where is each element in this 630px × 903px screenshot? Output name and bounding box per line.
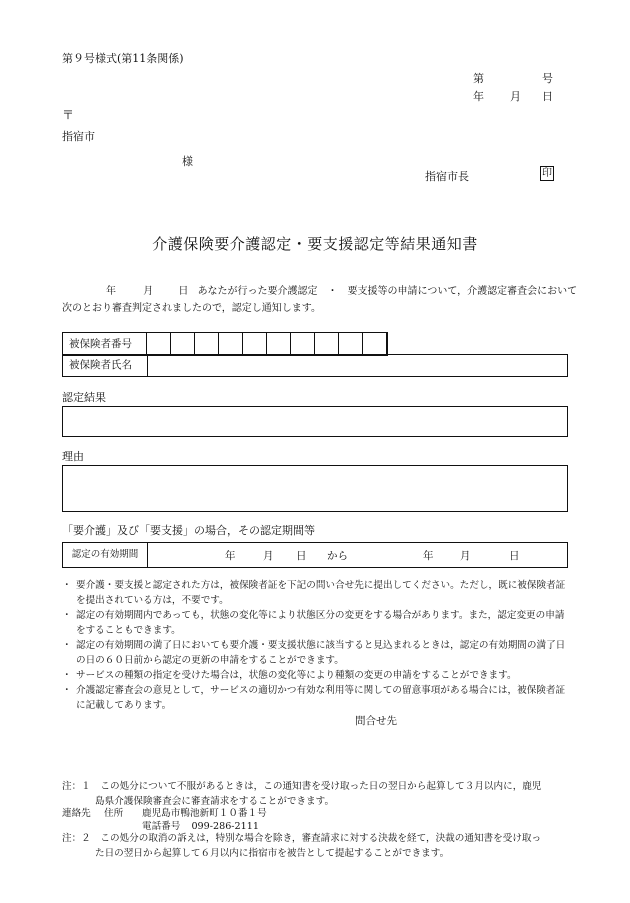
footnote-2-line-2: た日の翌日から起算して６月以内に指宿市を被告として提起することができます。: [95, 848, 450, 859]
insured-number-digit-cell[interactable]: [339, 333, 363, 355]
insured-number-row: [62, 332, 388, 356]
note-item: [62, 608, 572, 638]
issue-date-month: 月: [510, 90, 521, 103]
note-text: 要介護・要支援と認定された方は，被保険者証を下記の問い合せ先に提出してください。ただし，既に被保険者証を提出されている方は，不要です。: [76, 580, 566, 606]
validity-period-row: [62, 542, 568, 568]
insured-number-digit-cell[interactable]: [219, 333, 243, 355]
reason-label: 理由: [62, 450, 84, 463]
insured-name-label: 被保険者氏名: [63, 355, 148, 376]
result-field[interactable]: [62, 406, 568, 437]
issue-date-year: 年: [473, 90, 484, 103]
intro-year: 年: [106, 286, 116, 297]
period-to-month: 月: [460, 550, 471, 562]
bullet: ・: [62, 685, 72, 696]
address-label: 住所: [104, 808, 124, 819]
issue-date-day: 日: [542, 90, 553, 103]
period-from-day: 日: [296, 550, 307, 562]
validity-period-label: 認定の有効期間: [63, 543, 148, 567]
note-text: 認定の有効期間内であっても，状態の変化等により状態区分の変更をする場合があります。また，認定変更の申請をすることもできます。: [76, 610, 565, 636]
period-to-year: 年: [423, 550, 434, 562]
period-from-word: から: [327, 550, 348, 562]
period-to-day: 日: [509, 550, 520, 562]
seal-mark: 印: [542, 168, 552, 179]
footnote-1-line-2: 島県介護保険審査会に審査請求をすることができます。: [95, 796, 335, 807]
insured-number-digit-cell[interactable]: [291, 333, 315, 355]
intro-line-1: [62, 282, 577, 297]
document-title: 介護保険要介護認定・要支援認定等結果通知書: [152, 235, 478, 253]
intro-text: あなたが行った要介護認定 ・ 要支援等の申請について，介護認定審査会において: [197, 286, 578, 297]
document-number-dai: 第: [473, 72, 484, 85]
reason-field[interactable]: [62, 465, 568, 512]
intro-month: 月: [143, 286, 154, 297]
note-item: [62, 578, 572, 608]
recipient-honorific: 様: [182, 155, 193, 168]
note-text: サービスの種類の指定を受けた場合は，状態の変化等により種類の変更の申請をすることができます。: [76, 670, 517, 681]
insured-number-label: 被保険者番号: [63, 333, 147, 355]
phone-label: 電話番号: [142, 821, 181, 832]
contact-label: 連絡先: [62, 808, 91, 819]
postal-mark: 〒: [62, 108, 75, 122]
form-code: 第９号様式(第11条関係): [62, 52, 184, 65]
contact-heading: 問合せ先: [355, 715, 397, 727]
insured-number-digit-cell[interactable]: [171, 333, 195, 355]
bullet: ・: [62, 640, 72, 651]
insured-table: [62, 332, 568, 378]
footnote-1-line-1: 注：１ この処分について不服があるときは，この通知書を受け取った日の翌日から起算して３月以内に，鹿児: [62, 781, 542, 792]
intro-line-2: 次のとおり審査判定されましたので，認定し通知します。: [62, 303, 321, 314]
note-text: 認定の有効期間の満了日においても要介護・要支援状態に該当すると見込まれるときは，認定の有効期間の満了日の日の６０日前から認定の更新の申請をすることができます。: [76, 640, 566, 666]
phone-value: 099-286-2111: [191, 821, 259, 832]
period-from-month: 月: [263, 550, 274, 562]
insured-number-digit-cell[interactable]: [147, 333, 171, 355]
note-item: [62, 668, 572, 683]
insured-number-digit-cell[interactable]: [195, 333, 219, 355]
period-heading: 「要介護」及び「要支援」の場合，その認定期間等: [62, 524, 315, 537]
contact-address-row: [62, 805, 322, 819]
insured-number-digit-cell[interactable]: [243, 333, 267, 355]
period-from-year: 年: [225, 550, 236, 562]
insured-number-cells: [147, 333, 387, 355]
notes-list: [62, 578, 572, 713]
insured-number-digit-cell[interactable]: [267, 333, 291, 355]
issuer-mayor: 指宿市長: [425, 170, 469, 183]
note-item: [62, 638, 572, 668]
bullet: ・: [62, 610, 72, 621]
note-text: 介護認定審査会の意見として，サービスの適切かつ有効な利用等に関しての留意事項がある場合には，被保険者証に記載してあります。: [76, 685, 566, 711]
bullet: ・: [62, 580, 72, 591]
insured-number-digit-cell[interactable]: [363, 333, 387, 355]
address-value: 鹿児島市鴨池新町１０番１号: [142, 808, 267, 819]
insured-name-row: [62, 354, 568, 377]
result-label: 認定結果: [62, 391, 106, 404]
document-number-go: 号: [542, 72, 553, 85]
insured-number-digit-cell[interactable]: [315, 333, 339, 355]
insured-name-field[interactable]: [148, 355, 567, 376]
note-item: [62, 683, 572, 713]
footnote-2-line-1: 注：２ この処分の取消の訴えは，特別な場合を除き，審査請求に対する決裁を経て，決裁の通知書を受け取っ: [62, 833, 542, 844]
bullet: ・: [62, 670, 72, 681]
intro-day: 日: [178, 286, 189, 297]
recipient-city: 指宿市: [62, 130, 95, 143]
